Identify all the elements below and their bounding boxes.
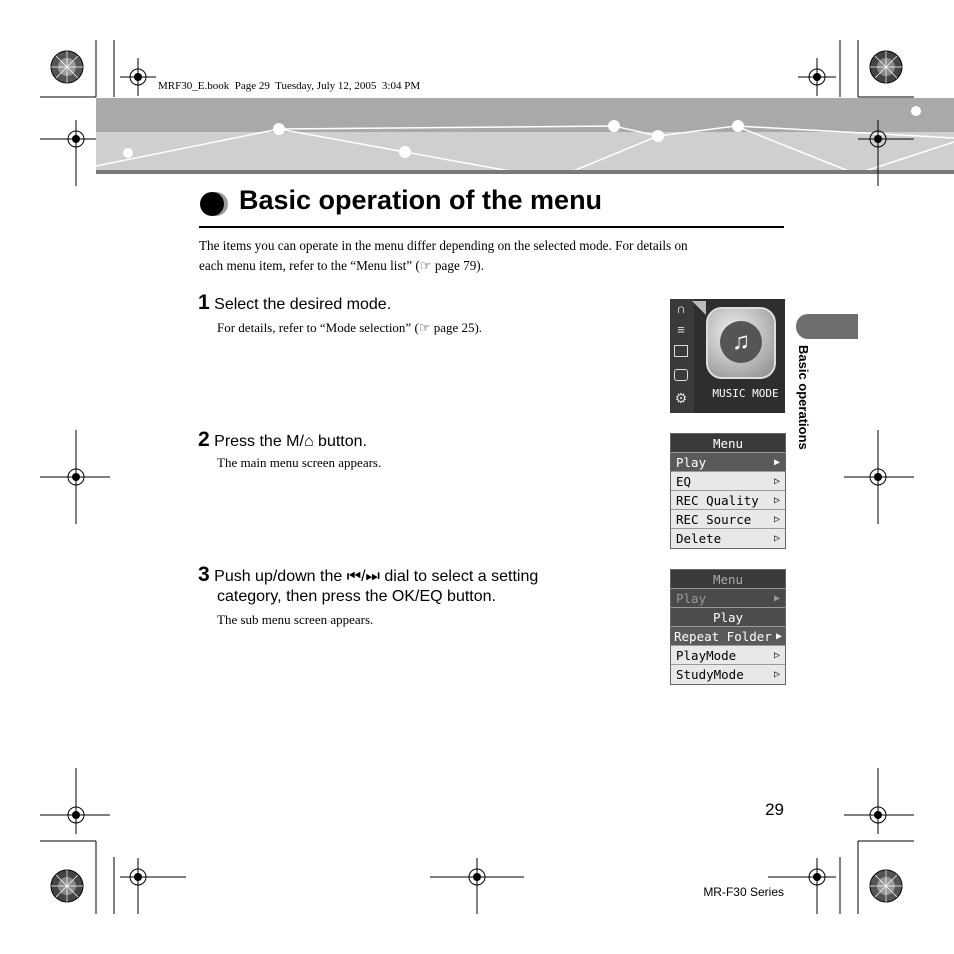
step-title: Select the desired mode. xyxy=(214,296,392,313)
menu-home-key-label: M/⌂ xyxy=(286,433,314,450)
submenu-item-studymode[interactable] xyxy=(671,665,785,684)
music-note-icon: ♫ xyxy=(720,321,762,363)
intro-paragraph xyxy=(199,236,789,276)
mode-screen xyxy=(670,299,785,413)
step-number: 3 xyxy=(198,563,210,586)
submenu-arrow-icon: ▷ xyxy=(773,475,780,487)
title-bullet-icon xyxy=(199,190,229,218)
menu-item-label: StudyMode xyxy=(676,667,744,682)
step-title-pre: Press the xyxy=(214,433,287,450)
submenu-arrow-icon: ▶ xyxy=(773,592,780,604)
menu-header-dimmed: Menu xyxy=(671,570,785,589)
settings-gear-icon: ⚙ xyxy=(674,390,688,406)
step-3 xyxy=(198,564,638,588)
menu-parent-item xyxy=(671,589,785,608)
submenu-item-repeat-folder[interactable] xyxy=(671,627,785,646)
step-number: 2 xyxy=(198,428,210,451)
section-label-text: Basic operations xyxy=(796,345,811,450)
menu-item-label: REC Source xyxy=(676,511,752,527)
menu-item-rec-quality[interactable] xyxy=(671,491,785,510)
page-title: Basic operation of the menu xyxy=(239,185,603,215)
mode-icon-column xyxy=(670,299,694,413)
step-title-post: button. xyxy=(313,433,367,450)
submenu-arrow-icon: ▷ xyxy=(773,513,780,525)
section-tab xyxy=(796,314,858,339)
mode-label: MUSIC MODE xyxy=(712,387,779,400)
step-2 xyxy=(198,428,638,452)
submenu-item-playmode[interactable] xyxy=(671,646,785,665)
voice-record-icon xyxy=(674,369,688,381)
page-title-row xyxy=(199,186,784,228)
submenu-arrow-icon: ▶ xyxy=(775,630,782,642)
page-number: 29 xyxy=(765,800,784,819)
section-label xyxy=(797,345,827,475)
step-1-description: For details, refer to “Mode selection” (☞ page 25). xyxy=(217,320,483,335)
radio-icon xyxy=(674,345,688,357)
list-icon: ≡ xyxy=(677,322,685,337)
step-title-post: dial to select a setting xyxy=(379,568,539,585)
submenu-header: Play xyxy=(671,608,785,627)
step-title-pre: Push up/down the xyxy=(214,568,347,585)
step-2-description: The main menu screen appears. xyxy=(217,455,382,470)
step-3-description: The sub menu screen appears. xyxy=(217,612,374,627)
menu-item-label: Play xyxy=(676,590,707,606)
menu-item-label: Play xyxy=(676,454,707,470)
menu-item-label: PlayMode xyxy=(676,647,737,663)
menu-item-label: Repeat Folder xyxy=(674,628,772,644)
menu-header: Menu xyxy=(671,434,785,453)
submenu-arrow-icon: ▷ xyxy=(773,494,780,506)
menu-item-rec-source[interactable] xyxy=(671,510,785,529)
intro-line-2: each menu item, refer to the “Menu list” (☞ page 79). xyxy=(199,258,484,273)
menu-item-label: EQ xyxy=(676,473,692,489)
step-1 xyxy=(198,291,638,315)
step-number: 1 xyxy=(198,291,210,314)
submenu-arrow-icon: ▷ xyxy=(773,649,780,661)
menu-item-label: Delete xyxy=(676,531,722,546)
menu-item-delete[interactable] xyxy=(671,529,785,548)
submenu-arrow-icon: ▷ xyxy=(773,669,780,680)
menu-item-eq[interactable] xyxy=(671,472,785,491)
step-3-title-line-2: category, then press the OK/EQ button. xyxy=(217,588,496,605)
headphones-icon: ∩ xyxy=(676,301,686,316)
main-menu-screen xyxy=(670,433,786,549)
music-mode-tile xyxy=(706,307,776,379)
sub-menu-screen xyxy=(670,569,786,685)
intro-line-1: The items you can operate in the menu differ depending on the selected mode. For details on xyxy=(199,238,688,253)
menu-item-label: REC Quality xyxy=(676,492,759,508)
series-label: MR-F30 Series xyxy=(703,885,784,899)
submenu-arrow-icon: ▶ xyxy=(773,456,780,468)
skip-dial-key-label: ⏮/⏭ xyxy=(346,568,380,585)
book-info: MRF30_E.book Page 29 Tuesday, July 12, 2005 3:04 PM xyxy=(158,80,421,92)
submenu-arrow-icon: ▷ xyxy=(773,533,780,544)
mode-highlight-pointer xyxy=(692,301,706,315)
menu-item-play[interactable] xyxy=(671,453,785,472)
